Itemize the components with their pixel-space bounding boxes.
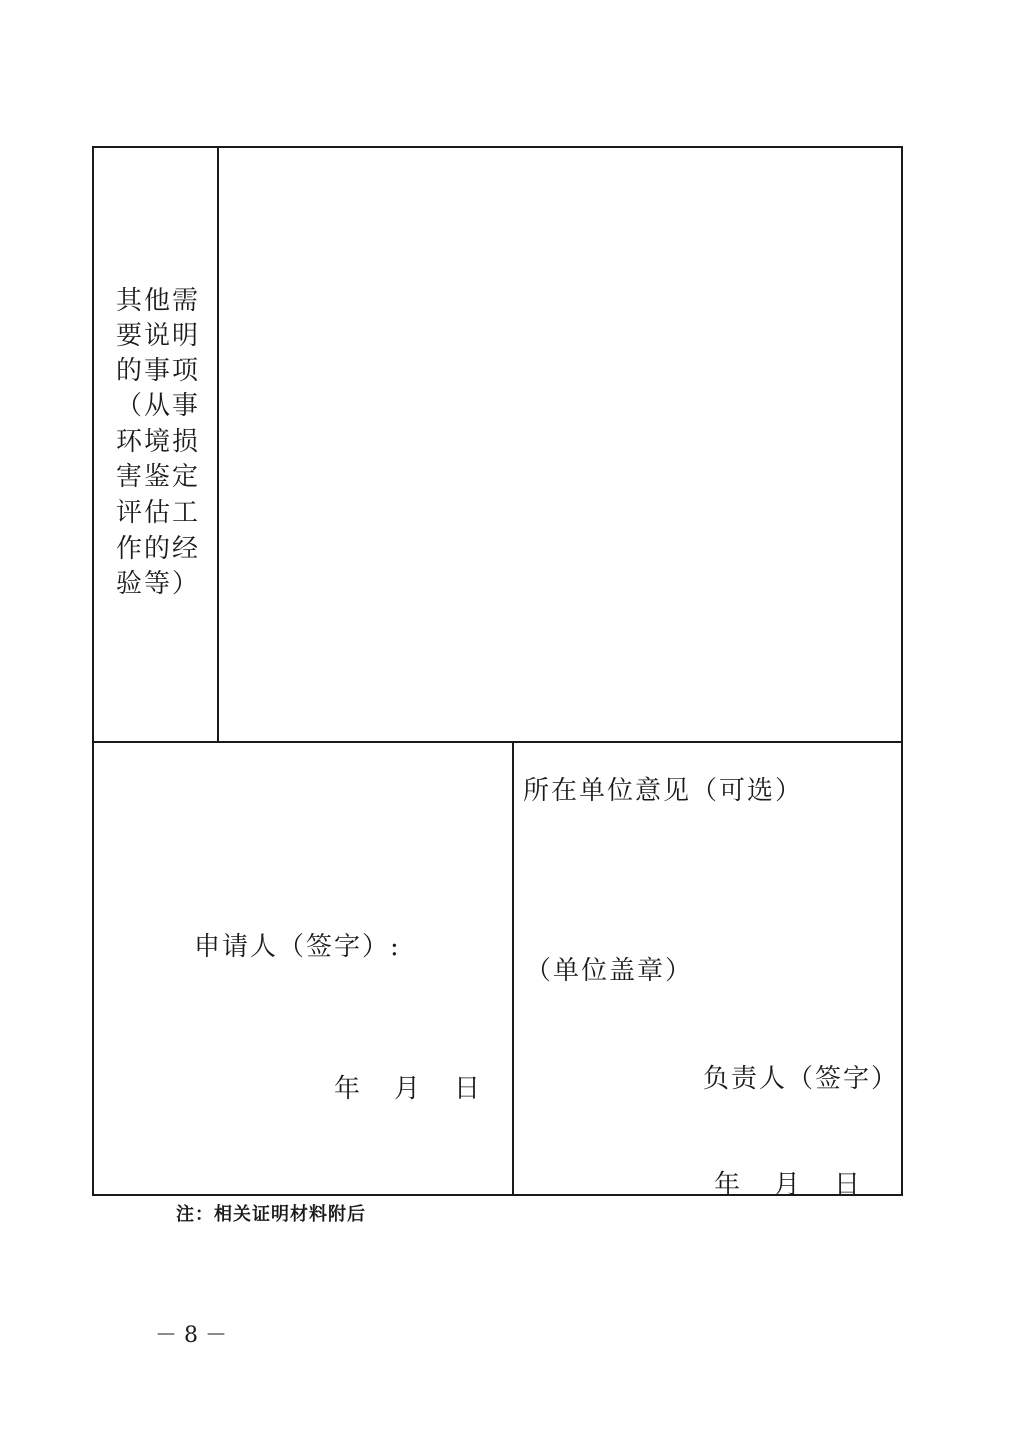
applicant-signature-label: 申请人（签字）: [194,932,401,962]
applicant-date: 年 月 日 [334,1074,485,1104]
attachment-note: 注：相关证明材料附后 [176,1204,366,1225]
responsible-signature-label: 负责人（签字） [703,1064,900,1094]
label-line: 的事项 [116,356,201,386]
label-line: 验等） [116,569,201,599]
label-line: 其他需 [116,286,201,316]
other-matters-content-field[interactable] [219,148,901,741]
application-form-table [92,146,903,1200]
label-line: 害鉴定 [116,462,201,492]
unit-seal-label: （单位盖章） [525,956,694,986]
label-line: （从事 [116,391,201,421]
label-line: 作的经 [116,534,201,564]
label-line: 环境损 [116,427,201,457]
unit-opinion-title: 所在单位意见（可选） [523,776,804,806]
other-matters-label-cell [94,148,219,741]
unit-date: 年 月 日 [714,1170,865,1200]
page-number: － 8 － [155,1323,227,1348]
column-divider [512,741,514,1194]
row-divider [94,741,901,743]
label-line: 要说明 [116,321,201,351]
label-line: 评估工 [116,498,201,528]
